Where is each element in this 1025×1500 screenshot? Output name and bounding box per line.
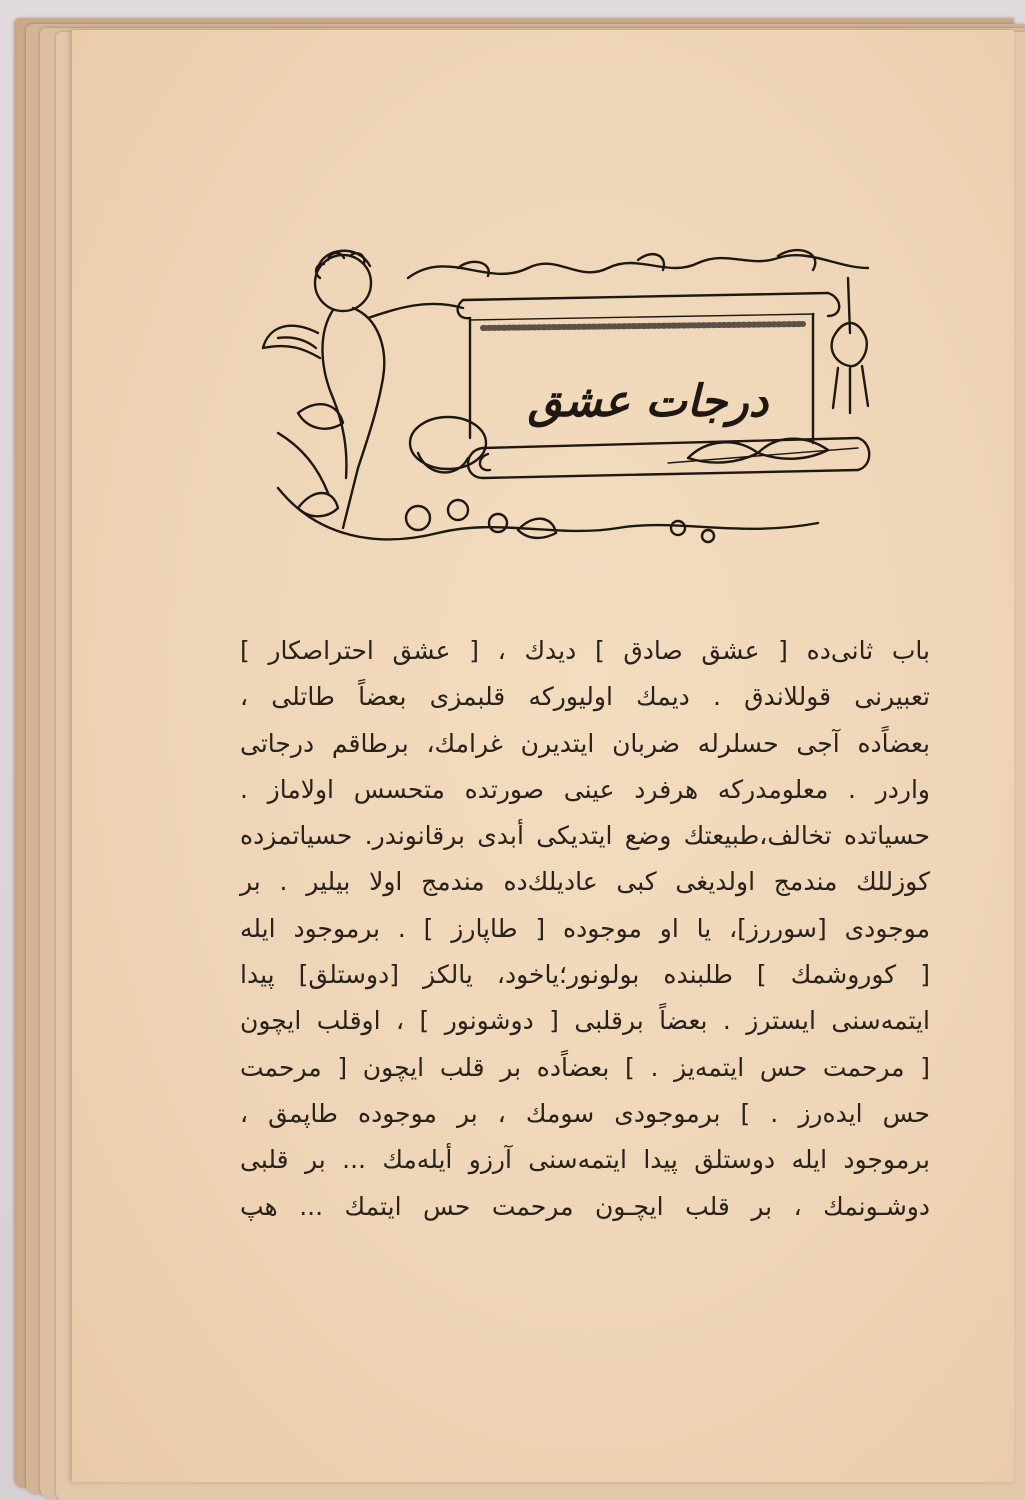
text-line: تعبیرنی قوللاندق . دیمك اولیوركه قلبمزی بعضاً طاتلی ، (240, 682, 930, 712)
text-line: برموجود ایله دوستلق پیدا ایتمه‌سنی آرزو أیله‌مك ... بر قلبی (240, 1145, 930, 1175)
text-line: [ مرحمت حس ایتمه‌یز . ] بعضاً‌ده بر قلب ایچون [ مرحمت (240, 1052, 930, 1082)
text-line: كوزللك مندمج اولدیغی كبی عادیلك‌ده مندمج اولا بیلیر . بر (240, 867, 930, 897)
body-text (240, 628, 930, 1230)
chapter-title: درجات عشق (527, 376, 769, 427)
cherub-scroll-ornament-icon (258, 238, 898, 568)
text-line: واردر . معلومدركه هرفرد عینی صورتده متحسس اولاماز . (240, 774, 930, 804)
text-line: موجودی [سوررز]، یا او موجوده [ طاپارز ] . برموجود ایله (240, 913, 930, 943)
text-line: حس ایده‌رز . ] برموجودی سومك ، بر موجوده طاپمق ، (240, 1098, 930, 1128)
text-line: ایتمه‌سنی ایسترز . بعضاً برقلبی [ دوشونور ] ، اوقلب ایچون (240, 1006, 930, 1036)
text-line: حسیاتده تخالف،طبیعتك وضع ایتدیكی أبدی برقانوندر. حسیاتمزده (240, 821, 930, 851)
text-line: دوشـونمك ، بر قلب ایچـون مرحمت حس ایتمك ... هپ (240, 1191, 930, 1221)
text-line: باب ثانی‌ده [ عشق صادق ] دیدك ، [ عشق احتراصكار ] (240, 636, 930, 665)
text-line: بعضاً‌ده آجی حسلرله ضربان ایتدیرن غرامك، برطاقم درجاتی (240, 728, 930, 758)
text-line: [ كوروشمك ] طلبنده بولونور؛یاخود، یالكز [دوستلق] پیدا (240, 960, 930, 990)
